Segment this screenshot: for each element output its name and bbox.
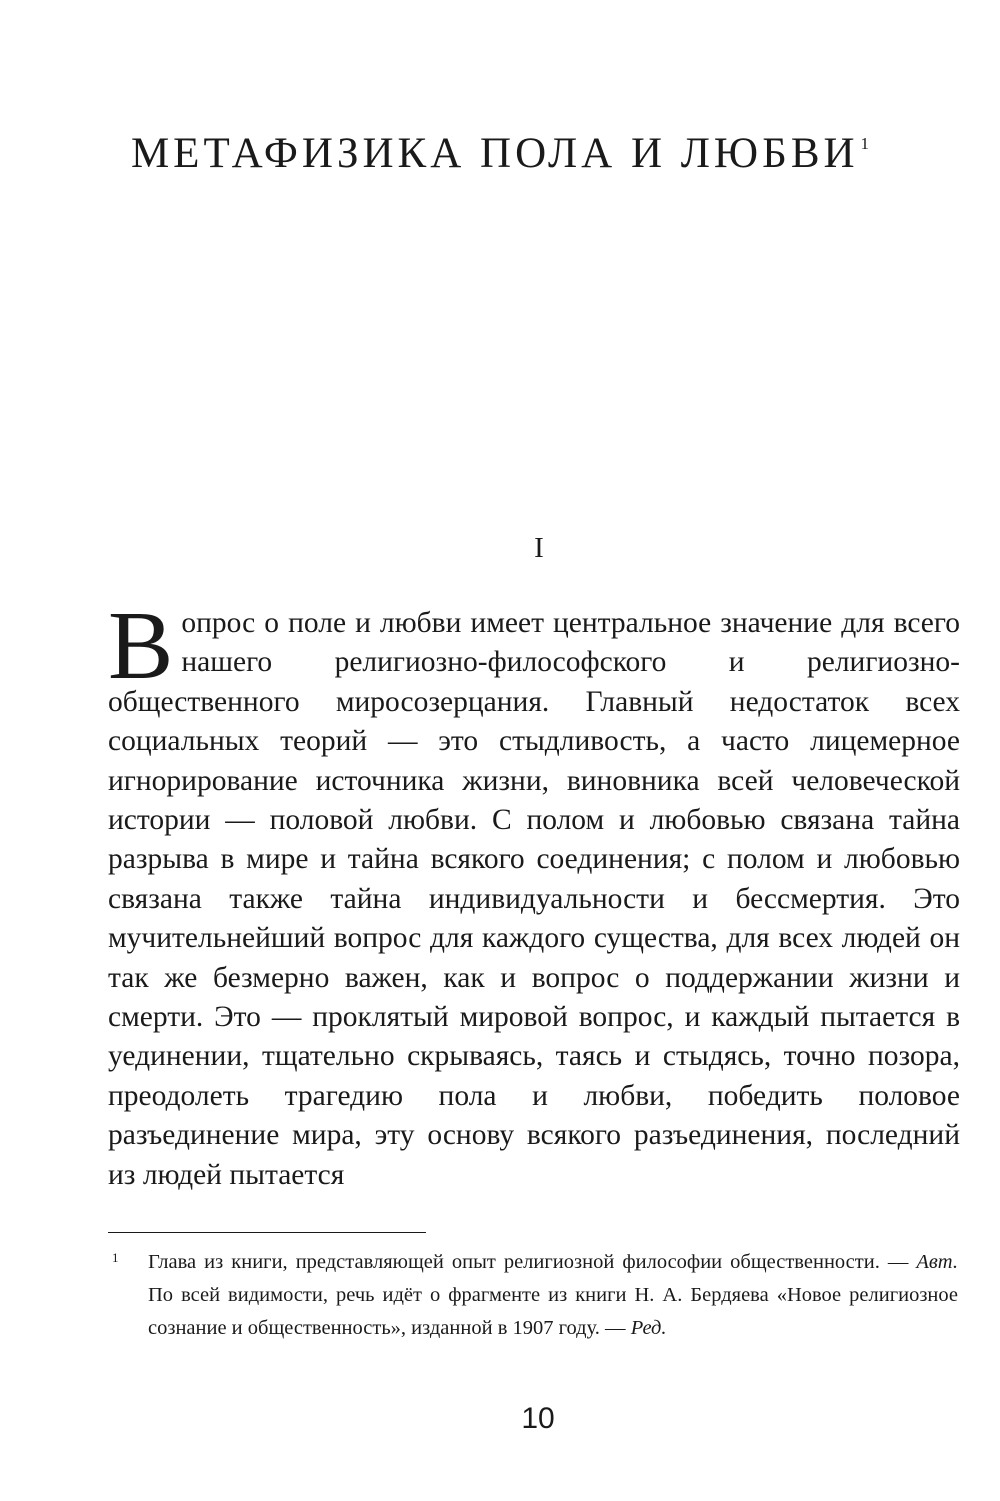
drop-cap: В [108, 592, 174, 700]
footnote-author-abbr: Авт. [916, 1251, 958, 1273]
footnote-text-part1: Глава из книги, представляющей опыт религиозной философии общественности. — [148, 1251, 917, 1273]
footnote-text [148, 1246, 958, 1345]
footnote-text-part2: По всей видимости, речь идёт о фрагменте из книги Н. А. Бердяева «Новое религиозное сознание и общественность», изданной в 1907 году. — [148, 1284, 958, 1339]
footnote-editor-abbr: Ред. [630, 1317, 667, 1339]
chapter-title [0, 128, 1000, 180]
body-paragraph-text: опрос о поле и любви имеет центральное значение для всего нашего религиозно-философского и религиозно-общественного миросозерцания. Главный недостаток всех социальных теорий — это стыдливость, а часто лицемерное игнорирование источника жизни, виновника всей человеческой истории — половой любви. С полом и любовью связана тайна разрыва в мире и тайна всякого соединения; с полом и любовью связана также тайна индивидуальности и бессмертия. Это мучительнейший вопрос для каждого существа, для всех людей он так же безмерно важен, как и вопрос о поддержании жизни и смерти. Это — проклятый мировой вопрос, и каждый пытается в уединении, тщательно скрываясь, таясь и стыдясь, точно позора, преодолеть трагедию пола и любви, победить половое разъединение мира, эту основу всякого разъединения, последний из людей пытается [108, 607, 960, 1191]
footnote-divider [108, 1232, 426, 1233]
section-numeral: I [534, 532, 544, 564]
footnote-reference[interactable]: 1 [860, 134, 870, 153]
chapter-title-text: МЕТАФИЗИКА ПОЛА И ЛЮБВИ [130, 130, 859, 177]
body-paragraph [108, 592, 960, 1195]
page-number: 10 [521, 1402, 555, 1435]
footnote-marker: 1 [112, 1250, 119, 1265]
